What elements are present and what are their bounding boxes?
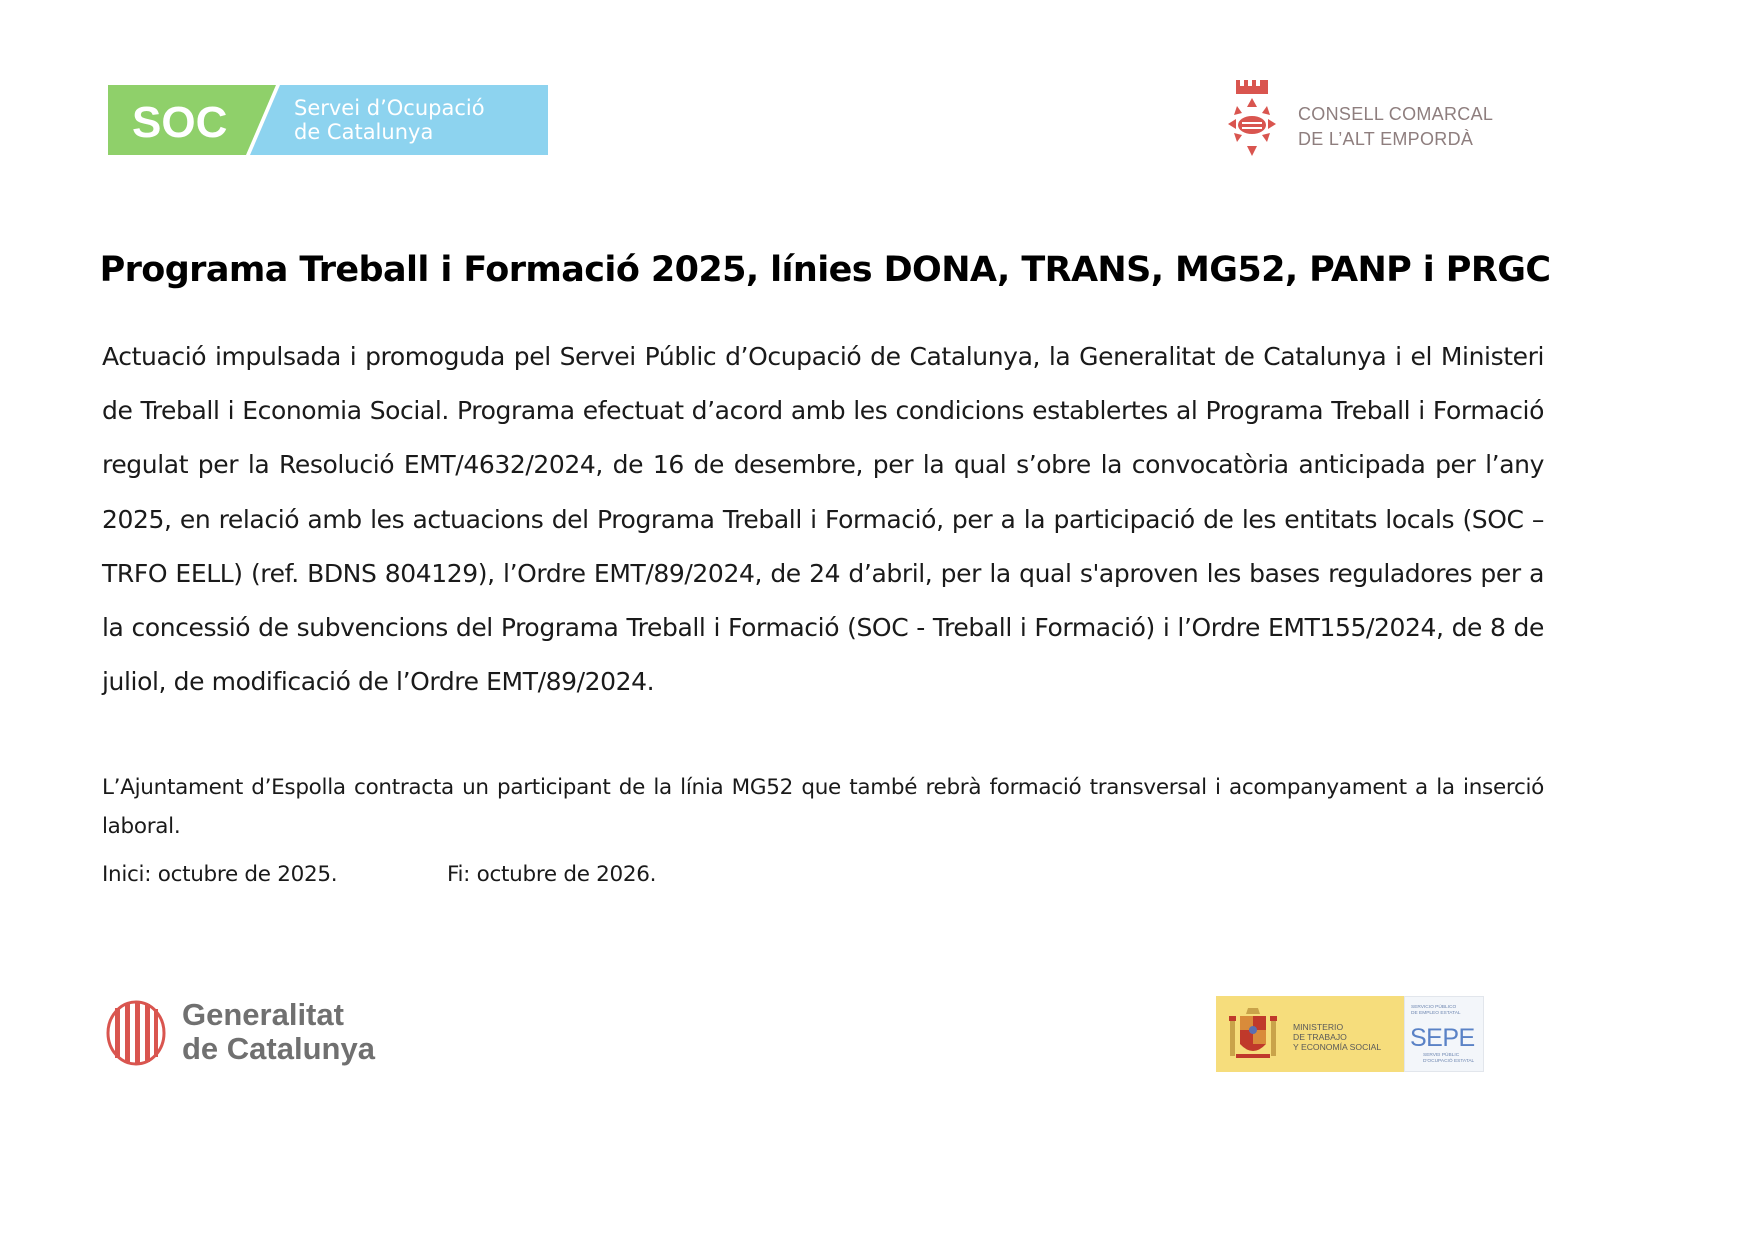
soc-logo-line2: de Catalunya	[294, 120, 434, 144]
generalitat-emblem-icon	[106, 1000, 166, 1066]
soc-logo-abbr: SOC	[132, 98, 228, 147]
ministerio-line2: DE TRABAJO	[1293, 1032, 1347, 1042]
consell-emblem-icon	[1222, 80, 1282, 158]
ministerio-sepe-logo	[1216, 996, 1484, 1072]
consell-line2: DE L’ALT EMPORDÀ	[1298, 129, 1474, 149]
consell-comarcal-name	[1298, 102, 1493, 152]
secondary-paragraph: L’Ajuntament d’Espolla contracta un participant de la línia MG52 que també rebrà formació transversal i acompanyament a la inserció laboral.	[102, 775, 1544, 839]
ministerio-line3: Y ECONOMÍA SOCIAL	[1293, 1042, 1382, 1052]
sepe-top-line2: DE EMPLEO ESTATAL	[1411, 1011, 1461, 1016]
main-paragraph: Actuació impulsada i promoguda pel Servei Públic d’Ocupació de Catalunya, la Generalitat de Catalunya i el Ministeri de Treball i Economia Social. Programa efectuat d’acord amb les condicions establertes al Programa Treball i Formació regulat per la Resolució EMT/4632/2024, de 16 de desembre, per la qual s’obre la convocatòria anticipada per l’any 2025, en relació amb les actuacions del Programa Treball i Formació, per a la participació de les entitats locals (SOC – TRFO EELL) (ref. BDNS 804129), l’Ordre EMT/89/2024, de 24 d’abril, per la qual s'aproven les bases reguladores per a la concessió de subvencions del Programa Treball i Formació (SOC - Treball i Formació) i l’Ordre EMT155/2024, de 8 de juliol, de modificació de l’Ordre EMT/89/2024.	[102, 342, 1544, 697]
consell-line1: CONSELL COMARCAL	[1298, 104, 1494, 124]
sepe-top-text	[1411, 1005, 1461, 1017]
end-date: Fi: octubre de 2026.	[447, 862, 657, 887]
ministerio-name	[1293, 1022, 1381, 1052]
spain-coat-of-arms-icon	[1228, 1006, 1278, 1064]
generalitat-line2: de Catalunya	[182, 1031, 375, 1066]
soc-logo-graphic	[108, 85, 548, 155]
sepe-logo	[1404, 996, 1484, 1072]
sepe-name: SEPE	[1410, 1024, 1475, 1052]
consell-comarcal-logo	[1222, 80, 1522, 160]
ministerio-logo	[1216, 996, 1404, 1072]
soc-logo	[108, 85, 548, 155]
soc-logo-line1: Servei d’Ocupació	[294, 96, 485, 120]
sepe-top-line1: SERVICIO PÚBLICO	[1411, 1005, 1457, 1010]
sepe-bottom-line2: D'OCUPACIÓ ESTATAL	[1423, 1059, 1475, 1064]
generalitat-logo	[106, 998, 426, 1070]
sepe-bottom-text	[1423, 1053, 1474, 1065]
ministerio-line1: MINISTERIO	[1293, 1022, 1344, 1032]
start-date: Inici: octubre de 2025.	[102, 862, 338, 887]
generalitat-name	[182, 998, 375, 1066]
document-title: Programa Treball i Formació 2025, línies DONA, TRANS, MG52, PANP i PRGC	[99, 250, 1551, 290]
generalitat-line1: Generalitat	[182, 997, 344, 1032]
sepe-bottom-line1: SERVEI PÚBLIC	[1423, 1053, 1460, 1058]
